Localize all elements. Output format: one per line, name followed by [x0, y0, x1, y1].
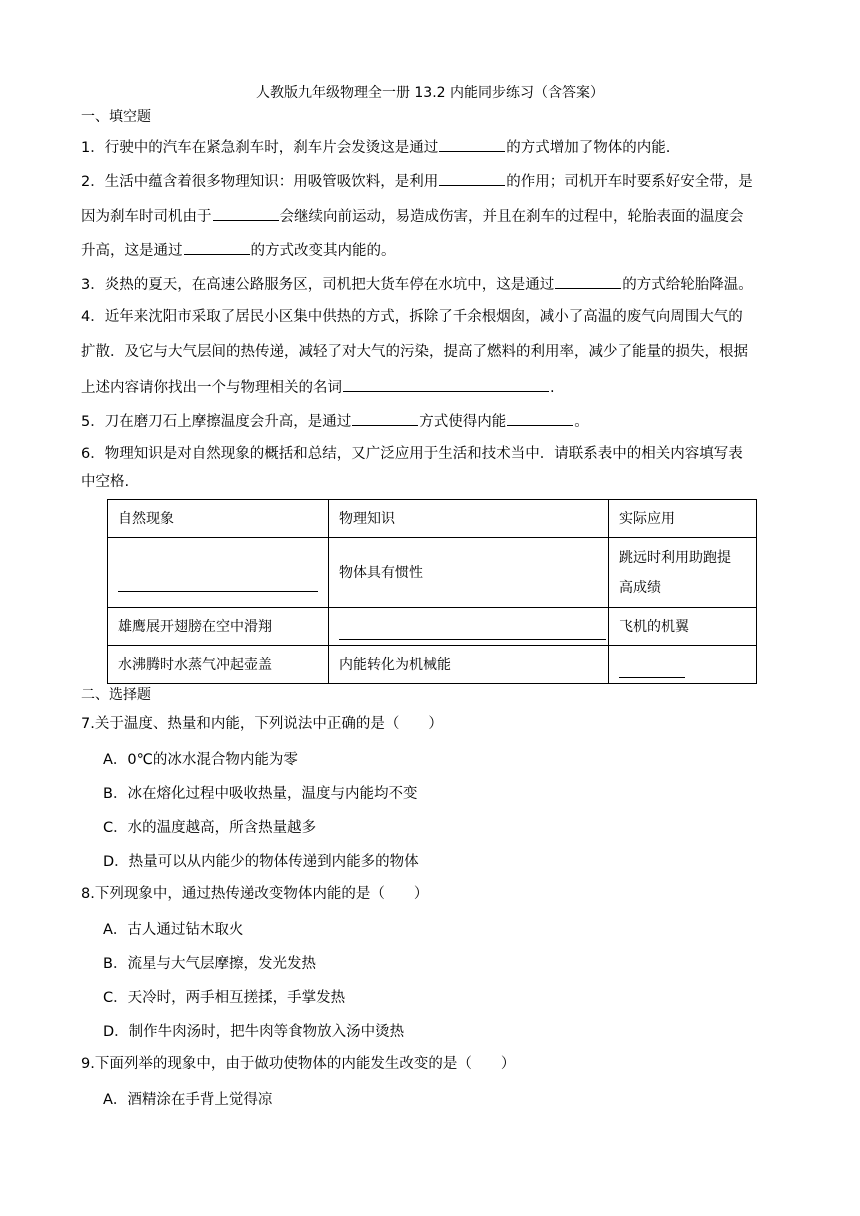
table-cell-line: 高成绩 — [619, 579, 661, 596]
table-cell: 雄鹰展开翅膀在空中滑翔 — [108, 608, 329, 646]
table-cell — [609, 538, 757, 608]
answer-blank[interactable] — [118, 577, 318, 592]
q8-option-b[interactable]: B．流星与大气层摩擦，发光发热 — [103, 956, 316, 972]
question-2-line-3 — [81, 239, 396, 261]
answer-blank[interactable] — [439, 170, 505, 186]
question-6-line-1: 6．物理知识是对自然现象的概括和总结，又广泛应用于生活和技术当中．请联系表中的相关内容填写表 — [81, 446, 743, 462]
q2-text: 升高，这是通过 — [81, 243, 183, 259]
table-cell: 内能转化为机械能 — [329, 646, 609, 684]
table-cell-blank — [329, 608, 609, 646]
table-row — [108, 608, 757, 646]
q5-text: 方式使得内能 — [419, 414, 507, 430]
table-cell: 物体具有惯性 — [329, 538, 609, 608]
question-7-stem: 7.关于温度、热量和内能，下列说法中正确的是（ ） — [81, 716, 443, 732]
q2-text: 的方式改变其内能的。 — [250, 243, 396, 259]
table-row — [108, 646, 757, 684]
answer-blank[interactable] — [343, 376, 549, 392]
question-4-line-3 — [81, 376, 555, 398]
worksheet-title: 人教版九年级物理全一册 13.2 内能同步练习（含答案） — [255, 85, 605, 101]
table-cell-blank — [108, 538, 329, 608]
question-4-line-2: 扩散．及它与大气层间的热传递，减轻了对大气的污染，提高了燃料的利用率，减少了能量的损失，根据 — [81, 344, 748, 360]
q1-text-b: 的方式增加了物体的内能. — [506, 140, 671, 156]
answer-blank[interactable] — [339, 625, 606, 640]
answer-blank[interactable] — [184, 239, 250, 255]
q2-text: 的作用；司机开车时要系好安全带，是 — [506, 174, 753, 190]
question-2-line-1 — [81, 170, 753, 192]
question-2-line-2 — [81, 205, 744, 227]
table-header-cell: 物理知识 — [329, 500, 609, 538]
q4-text: 上述内容请你找出一个与物理相关的名词 — [81, 380, 342, 396]
q8-option-d[interactable]: D．制作牛肉汤时，把牛肉等食物放入汤中烫热 — [103, 1024, 405, 1040]
q3-text: 的方式给轮胎降温。 — [622, 277, 753, 293]
q8-option-a[interactable]: A．古人通过钻木取火 — [103, 922, 244, 938]
q2-text: 2．生活中蕴含着很多物理知识：用吸管吸饮料，是利用 — [81, 174, 439, 190]
question-5 — [81, 410, 589, 432]
answer-blank[interactable] — [439, 136, 505, 152]
q1-text-a: 1．行驶中的汽车在紧急刹车时，刹车片会发烫这是通过 — [81, 140, 439, 156]
question-4-line-1: 4．近年来沈阳市采取了居民小区集中供热的方式，拆除了千余根烟囱，减小了高温的废气向周围大气的 — [81, 309, 743, 325]
question-3 — [81, 273, 753, 295]
answer-blank[interactable] — [213, 205, 279, 221]
section-heading-fill-blank: 一、填空题 — [81, 109, 151, 125]
answer-blank[interactable] — [555, 273, 621, 289]
table-cell: 飞机的机翼 — [609, 608, 757, 646]
table-header-cell: 自然现象 — [108, 500, 329, 538]
q8-option-c[interactable]: C．天冷时，两手相互搓揉，手掌发热 — [103, 990, 346, 1006]
q5-text: 。 — [574, 414, 589, 430]
table-header-cell: 实际应用 — [609, 500, 757, 538]
knowledge-table — [107, 499, 757, 684]
answer-blank[interactable] — [352, 410, 418, 426]
q7-option-c[interactable]: C．水的温度越高，所含热量越多 — [103, 820, 317, 836]
q5-text: 5．刀在磨刀石上摩擦温度会升高，是通过 — [81, 414, 352, 430]
answer-blank[interactable] — [619, 663, 685, 678]
question-6-line-2: 中空格. — [81, 474, 130, 490]
q7-option-d[interactable]: D．热量可以从内能少的物体传递到内能多的物体 — [103, 854, 419, 870]
question-9-stem: 9.下面列举的现象中，由于做功使物体的内能发生改变的是（ ） — [81, 1056, 516, 1072]
q7-option-b[interactable]: B．冰在熔化过程中吸收热量，温度与内能均不变 — [103, 786, 418, 802]
table-header-row — [108, 500, 757, 538]
table-cell-line: 跳远时利用助跑提 — [619, 549, 731, 566]
answer-blank[interactable] — [507, 410, 573, 426]
q2-text: 因为刹车时司机由于 — [81, 209, 212, 225]
q4-text: . — [550, 380, 555, 396]
q7-option-a[interactable]: A．0℃的冰水混合物内能为零 — [103, 752, 298, 768]
q3-text: 3．炎热的夏天，在高速公路服务区，司机把大货车停在水坑中，这是通过 — [81, 277, 555, 293]
question-8-stem: 8.下列现象中，通过热传递改变物体内能的是（ ） — [81, 886, 429, 902]
section-heading-multiple-choice: 二、选择题 — [81, 687, 151, 703]
q9-option-a[interactable]: A．酒精涂在手背上觉得凉 — [103, 1092, 273, 1108]
table-cell: 水沸腾时水蒸气冲起壶盖 — [108, 646, 329, 684]
q2-text: 会继续向前运动，易造成伤害，并且在刹车的过程中，轮胎表面的温度会 — [279, 209, 744, 225]
table-row — [108, 538, 757, 608]
question-1 — [81, 136, 670, 158]
table-cell-blank — [609, 646, 757, 684]
